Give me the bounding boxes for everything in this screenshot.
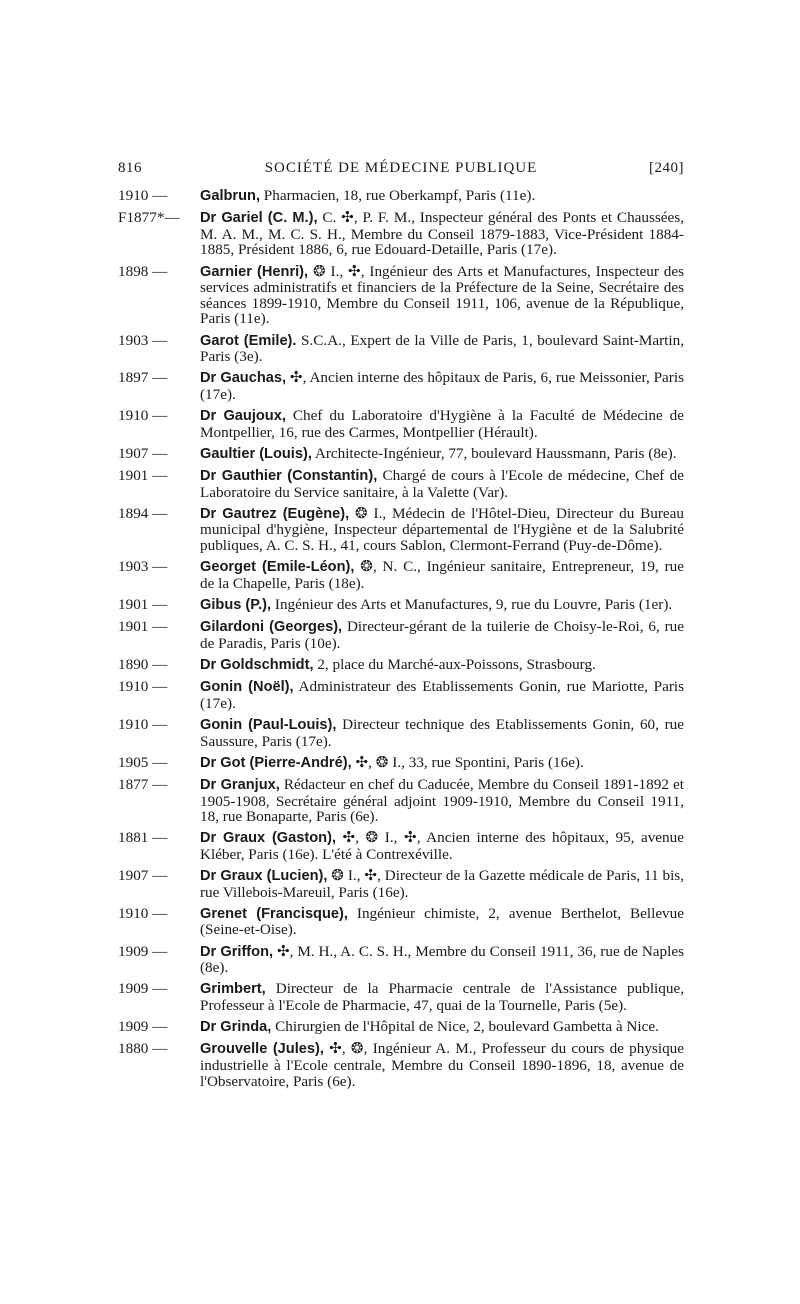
entry-year: 1910 — — [118, 407, 168, 425]
member-details: Ingénieur des Arts et Manufactures, 9, rue du Louvre, Paris (1er). — [271, 596, 673, 613]
entry-year: 1910 — — [118, 904, 168, 922]
member-details: Chef du Laboratoire d'Hygiène à la Faculté de Médecine de Montpellier, 16, rue des Carmes, Montpellier (Hérault). — [200, 407, 684, 441]
member-entry — [118, 559, 684, 591]
member-details: ❂ I., Médecin de l'Hôtel-Dieu, Directeur du Bureau municipal d'hygiène, Inspecteur départemental de l'Hygiène et de la Salubrité publiques, A. C. S. H., 41, cours Sablon, Clermont-Ferrand (Puy-de-Dôme). — [200, 504, 684, 555]
entry-year: 1909 — — [118, 942, 168, 960]
member-name: Grenet (Francisque), — [200, 905, 348, 922]
member-name: Gonin (Paul-Louis), — [200, 716, 337, 733]
member-details: ✣, Ancien interne des hôpitaux de Paris, 6, rue Meissonier, Paris (17e). — [200, 369, 684, 403]
page-reference: [240] — [649, 160, 684, 176]
member-list — [118, 188, 684, 1095]
entry-year: 1907 — — [118, 444, 168, 462]
entry-year: 1905 — — [118, 753, 168, 771]
member-name: Gilardoni (Georges), — [200, 619, 343, 636]
member-entry — [118, 408, 684, 440]
entry-year: 1901 — — [118, 467, 168, 485]
entry-year: 1909 — — [118, 1018, 168, 1036]
member-entry — [118, 468, 684, 500]
member-name: Dr Got (Pierre-André), — [200, 754, 352, 771]
member-name: Gaultier (Louis), — [200, 445, 312, 462]
member-name: Dr Graux (Lucien), — [200, 868, 328, 885]
member-details: ❂ I., ✣, Directeur de la Gazette médicale de Paris, 11 bis, rue Villebois-Mareuil, Paris (16e). — [200, 867, 684, 901]
member-name: Grouvelle (Jules), — [200, 1041, 324, 1058]
member-details: C. ✣, P. F. M., Inspecteur général des Ponts et Chaussées, M. A. M., M. C. S. H., Membre du Conseil 1879-1883, Vice-Président 1884-1885, Président 1886, 6, rue Edouard-Detaille, Paris (17e). — [200, 209, 685, 259]
member-name: Dr Gautrez (Eugène), — [200, 505, 350, 522]
member-name: Dr Graux (Gaston), — [200, 830, 336, 847]
member-entry — [118, 446, 684, 463]
member-name: Dr Gauthier (Constantin), — [200, 468, 378, 485]
entry-year: 1881 — — [118, 829, 168, 847]
member-details: Pharmacien, 18, rue Oberkampf, Paris (11e). — [260, 187, 536, 204]
member-name: Gibus (P.), — [200, 597, 272, 613]
member-name: Gonin (Noël), — [200, 679, 294, 696]
member-entry — [118, 370, 684, 402]
member-entry — [118, 868, 684, 900]
member-entry — [118, 657, 684, 674]
member-entry — [118, 906, 684, 938]
member-details: Chirurgien de l'Hôpital de Nice, 2, boulevard Gambetta à Nice. — [271, 1018, 659, 1036]
entry-year: 1903 — — [118, 558, 168, 576]
member-details: ✣, ❂, Ingénieur A. M., Professeur du cours de physique industrielle à l'Ecole centrale, Membre du Conseil 1890-1896, 18, avenue de l'Observatoire, Paris (6e). — [200, 1040, 684, 1090]
member-details: Directeur technique des Etablissements Gonin, 60, rue Saussure, Paris (17e). — [200, 715, 685, 750]
member-details: ✣, M. H., A. C. S. H., Membre du Conseil 1911, 36, rue de Naples (8e). — [200, 942, 684, 977]
member-name: Galbrun, — [200, 188, 260, 204]
entry-year: 1910 — — [118, 715, 168, 733]
member-entry — [118, 1041, 684, 1089]
entry-year: 1901 — — [118, 618, 168, 636]
member-details: Rédacteur en chef du Caducée, Membre du Conseil 1891-1892 et 1905-1908, Secrétaire général adjoint 1909-1910, Membre du Conseil 1911, 18, rue Bonaparte, Paris (6e). — [200, 775, 684, 826]
member-details: ❂ I., ✣, Ingénieur des Arts et Manufactures, Inspecteur des services administratifs et financiers de la Préfecture de la Seine, Secrétaire des séances 1899-1910, Membre du Conseil 1911, 106, avenue de la République, Paris (11e). — [200, 262, 685, 328]
member-entry — [118, 777, 684, 825]
member-details: ✣, ❂ I., 33, rue Spontini, Paris (16e). — [351, 753, 584, 771]
member-entry — [118, 755, 684, 772]
member-entry — [118, 830, 684, 862]
member-entry — [118, 679, 684, 711]
entry-year: 1901 — — [118, 596, 168, 613]
member-entry — [118, 597, 684, 614]
member-entry — [118, 333, 684, 365]
member-name: Garot (Emile). — [200, 332, 297, 349]
member-details: ✣, ❂ I., ✣, Ancien interne des hôpitaux, 95, avenue Kléber, Paris (16e). L'été à Contrexéville. — [200, 829, 684, 863]
member-details: Ingénieur chimiste, 2, avenue Berthelot, Bellevue (Seine-et-Oise). — [200, 904, 684, 939]
entry-year: F1877*— — [118, 209, 180, 227]
member-name: Dr Gariel (C. M.), — [200, 210, 318, 227]
member-details: Architecte-Ingénieur, 77, boulevard Haussmann, Paris (8e). — [311, 444, 677, 462]
member-entry — [118, 981, 684, 1013]
member-name: Dr Gauchas, — [200, 370, 287, 387]
member-details: Directeur de la Pharmacie centrale de l'Assistance publique, Professeur à l'Ecole de Pharmacie, 47, quai de la Tournelle, Paris (5e). — [200, 980, 684, 1014]
entry-year: 1890 — — [118, 655, 168, 673]
member-details: ❂, N. C., Ingénieur sanitaire, Entrepreneur, 19, rue de la Chapelle, Paris (18e). — [200, 558, 685, 592]
member-details: Directeur-gérant de la tuilerie de Choisy-le-Roi, 6, rue de Paradis, Paris (10e). — [200, 618, 685, 652]
member-name: Dr Grinda, — [200, 1019, 272, 1036]
member-entry — [118, 1019, 684, 1036]
member-name: Garnier (Henri), — [200, 263, 309, 280]
member-entry — [118, 944, 684, 976]
entry-year: 1877 — — [118, 775, 168, 793]
member-name: Georget (Emile-Léon), — [200, 559, 355, 576]
entry-year: 1910 — — [118, 187, 168, 204]
entry-year: 1894 — — [118, 504, 168, 522]
member-name: Grimbert, — [200, 981, 266, 998]
entry-year: 1903 — — [118, 331, 168, 349]
member-details: S.C.A., Expert de la Ville de Paris, 1, boulevard Saint-Martin, Paris (3e). — [200, 331, 684, 366]
member-name: Dr Gaujoux, — [200, 408, 286, 425]
running-title: SOCIÉTÉ DE MÉDECINE PUBLIQUE — [264, 160, 538, 176]
entry-year: 1910 — — [118, 678, 168, 696]
member-name: Dr Griffon, — [200, 943, 274, 960]
member-entry — [118, 506, 684, 554]
member-name: Dr Goldschmidt, — [200, 656, 314, 673]
entry-year: 1897 — — [118, 369, 168, 387]
member-entry — [118, 717, 684, 749]
member-entry — [118, 619, 684, 651]
entry-year: 1898 — — [118, 262, 168, 280]
member-details: Chargé de cours à l'Ecole de médecine, Chef de Laboratoire du Service sanitaire, à la Valette (Var). — [200, 467, 684, 501]
entry-year: 1909 — — [118, 980, 168, 998]
member-entry — [118, 264, 684, 327]
entry-year: 1907 — — [118, 867, 168, 885]
page-header — [118, 160, 684, 184]
member-entry — [118, 188, 684, 205]
entry-year: 1880 — — [118, 1040, 168, 1058]
member-name: Dr Granjux, — [200, 776, 280, 793]
page-number: 816 — [118, 160, 142, 176]
member-details: Administrateur des Etablissements Gonin, rue Mariotte, Paris (17e). — [200, 678, 685, 712]
member-details: 2, place du Marché-aux-Poissons, Strasbourg. — [313, 655, 596, 673]
member-entry — [118, 210, 684, 258]
